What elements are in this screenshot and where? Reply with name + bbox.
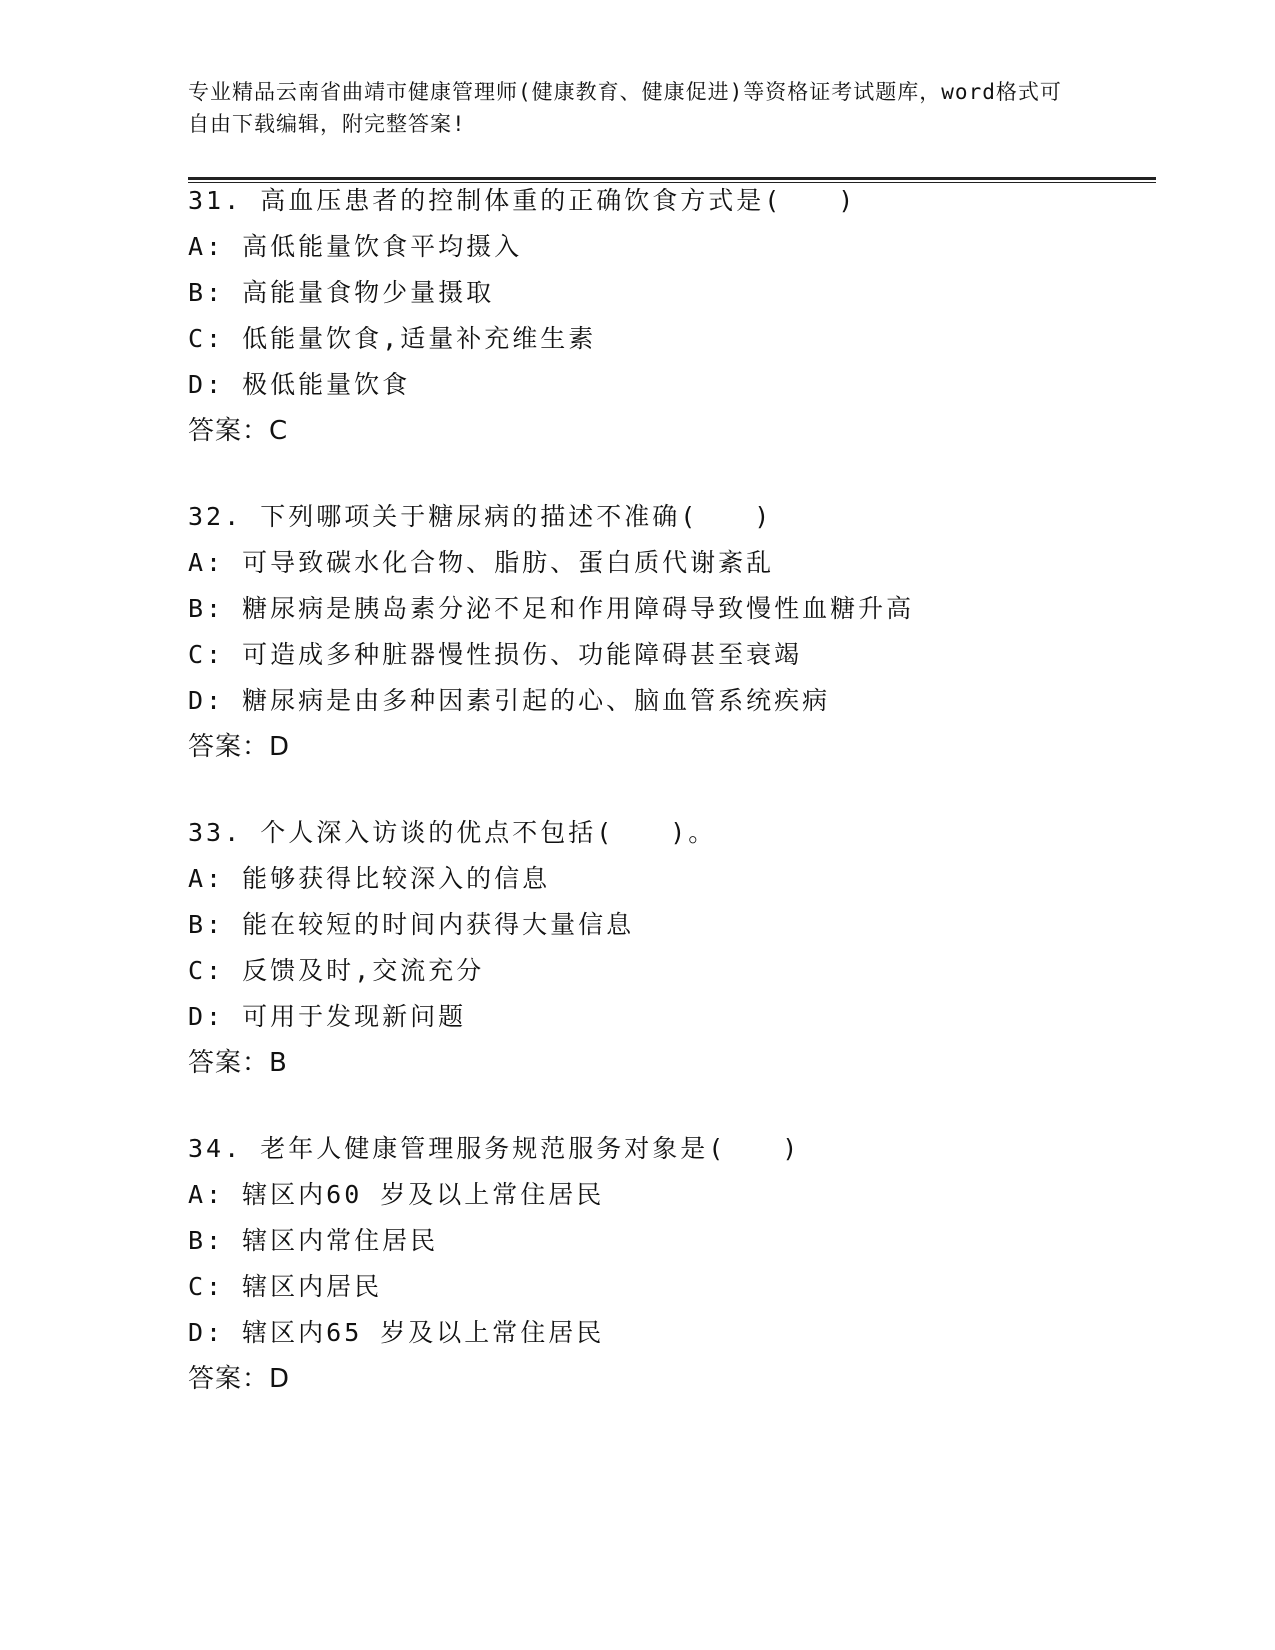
option-d: D: 糖尿病是由多种因素引起的心、脑血管系统疾病 <box>188 686 831 715</box>
answer-line: 答案：B <box>188 1048 288 1078</box>
option-d: D: 可用于发现新问题 <box>188 1002 467 1031</box>
option-c: C: 低能量饮食,适量补充维生素 <box>188 324 597 353</box>
option-a: A: 辖区内60 岁及以上常住居民 <box>188 1180 605 1209</box>
question-block <box>188 810 1148 1086</box>
question-block <box>188 1126 1148 1402</box>
option-d: D: 辖区内65 岁及以上常住居民 <box>188 1318 605 1347</box>
option-c: C: 辖区内居民 <box>188 1272 383 1301</box>
question-stem: 34. 老年人健康管理服务规范服务对象是( ) <box>188 1134 801 1163</box>
option-b: B: 辖区内常住居民 <box>188 1226 439 1255</box>
question-block <box>188 178 1148 454</box>
option-d: D: 极低能量饮食 <box>188 370 411 399</box>
question-block <box>188 494 1148 770</box>
answer-line: 答案：D <box>188 732 291 762</box>
option-a: A: 能够获得比较深入的信息 <box>188 864 551 893</box>
option-a: A: 可导致碳水化合物、脂肪、蛋白质代谢紊乱 <box>188 548 775 577</box>
option-a: A: 高低能量饮食平均摄入 <box>188 232 523 261</box>
question-stem: 33. 个人深入访谈的优点不包括( )。 <box>188 818 717 847</box>
option-b: B: 能在较短的时间内获得大量信息 <box>188 910 635 939</box>
option-b: B: 糖尿病是胰岛素分泌不足和作用障碍导致慢性血糖升高 <box>188 594 915 623</box>
question-stem: 31. 高血压患者的控制体重的正确饮食方式是( ) <box>188 186 857 215</box>
option-c: C: 反馈及时,交流充分 <box>188 956 485 985</box>
option-b: B: 高能量食物少量摄取 <box>188 278 495 307</box>
answer-line: 答案：C <box>188 416 289 446</box>
document-header: 专业精品云南省曲靖市健康管理师(健康教育、健康促进)等资格证考试题库，word格式可自由下载编辑，附完整答案! <box>188 80 1062 136</box>
question-stem: 32. 下列哪项关于糖尿病的描述不准确( ) <box>188 502 773 531</box>
answer-line: 答案：D <box>188 1364 291 1394</box>
option-c: C: 可造成多种脏器慢性损伤、功能障碍甚至衰竭 <box>188 640 803 669</box>
